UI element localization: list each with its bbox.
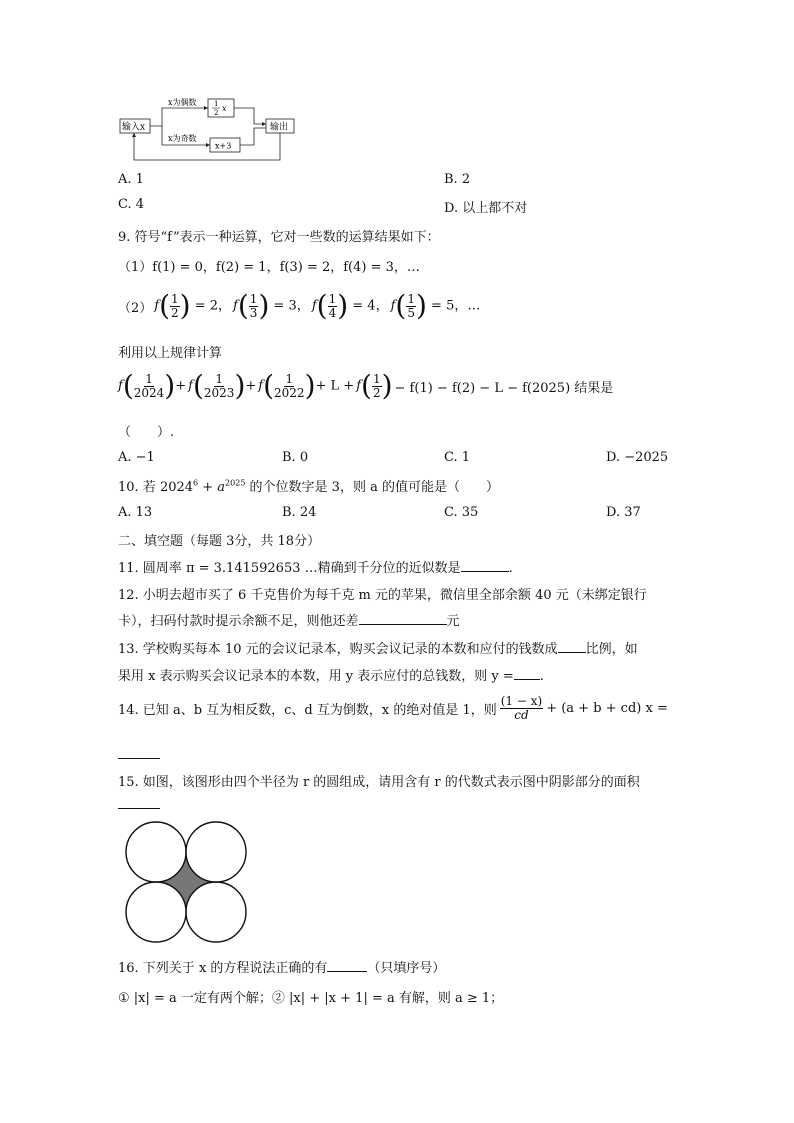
- q13-line2: 果用 x 表示购买会议记录本的本数，用 y 表示应付的总钱数，则 y = .: [118, 669, 544, 684]
- circle-bottom-left: [126, 882, 186, 942]
- flow-even-label: x为偶数: [168, 98, 197, 107]
- q8-option-b: B. 2: [444, 172, 471, 187]
- circle-bottom-right: [186, 882, 246, 942]
- flowchart-diagram: [118, 94, 308, 164]
- q9-expression: [118, 369, 614, 402]
- four-circles-figure: [124, 820, 248, 944]
- q9-line2: [118, 289, 481, 322]
- q8-option-d: D. 以上都不对: [444, 201, 528, 216]
- q9-option-c: C. 1: [444, 450, 471, 465]
- q9-line2-prefix: （2）: [118, 300, 153, 316]
- circle-top-right: [186, 822, 246, 882]
- q14-answer-blank: [118, 758, 160, 759]
- flow-even-den: 2: [214, 109, 219, 117]
- q11: 11. 圆周率 π = 3.141592653 …精确到千分位的近似数是 .: [118, 561, 513, 576]
- flow-even-num: 1: [214, 100, 219, 108]
- flow-odd-op: x+3: [215, 141, 232, 151]
- flowchart: [118, 94, 308, 164]
- q15-answer-blank: [118, 808, 160, 809]
- q9-term: f( $\frac{1}{2}$ ) = 2，: [154, 289, 232, 322]
- q9-paren: （ ）.: [118, 425, 175, 440]
- q9-expr-term: f( $\frac{1}{2023}$ )+: [188, 369, 257, 402]
- q16-line2: ① |x| = a 一定有两个解；② |x| + |x + 1| = a 有解，则 a ≥ 1；: [118, 991, 504, 1006]
- q10-option-b: B. 24: [282, 505, 317, 520]
- q9-term: f( $\frac{1}{3}$ ) = 3，: [233, 289, 310, 322]
- q9-stem: 9. 符号“f”表示一种运算，它对一些数的运算结果如下：: [118, 230, 440, 245]
- flow-output-text: 输出: [270, 122, 289, 133]
- q12-line1: 12. 小明去超市买了 6 千克售价为每千克 m 元的苹果，微信里全部余额 40 元（未绑定银行: [118, 588, 647, 603]
- q8-option-a: A. 1: [118, 172, 144, 187]
- four-circles-svg: [124, 820, 248, 944]
- q12-line2: 卡），扫码付款时提示余额不足，则他还差 元: [118, 614, 460, 629]
- shaded-region: [156, 852, 216, 912]
- q9-expr-tail: − f(1) − f(2) − L − f(2025) 结果是: [394, 380, 614, 396]
- q14: 14. 已知 a、b 互为相反数，c、d 互为倒数，x 的绝对值是 1，则 (1 − x) cd + (a + b + cd) x =: [118, 694, 668, 722]
- circle-top-left: [126, 822, 186, 882]
- q8-option-c: C. 4: [118, 197, 145, 212]
- q9-expr-term: f( $\frac{1}{2024}$ )+: [118, 369, 187, 402]
- q9-option-b: B. 0: [282, 450, 309, 465]
- q10-option-a: A. 13: [118, 505, 153, 520]
- flow-input-text: 输入x: [122, 122, 146, 133]
- q9-line1: （1）f(1) = 0，f(2) = 1，f(3) = 2，f(4) = 3，…: [118, 260, 420, 275]
- flow-even-var: x: [222, 104, 227, 113]
- q10-option-d: D. 37: [606, 505, 641, 520]
- q15: 15. 如图，该图形由四个半径为 r 的圆组成，请用含有 r 的代数式表示图中阴影部分的面积: [118, 775, 640, 790]
- section-heading: 二、填空题（每题 3分，共 18分）: [118, 534, 321, 549]
- q9-rule: 利用以上规律计算: [118, 346, 223, 361]
- q9-expr-term: f( $\frac{1}{2022}$ )+ L +: [258, 369, 355, 402]
- q9-term: f( $\frac{1}{4}$ ) = 4，: [311, 289, 389, 322]
- q9-term: f( $\frac{1}{5}$ ) = 5，…: [390, 289, 481, 322]
- flow-odd-label: x为奇数: [168, 134, 197, 143]
- q9-option-d: D. −2025: [606, 450, 669, 465]
- q13-line1: 13. 学校购买每本 10 元的会议记录本，购买会议记录的本数和应付的钱数成 比例，如: [118, 642, 638, 657]
- q9-expr-term: f( $\frac{1}{2}$ ): [356, 369, 393, 402]
- q9-option-a: A. −1: [118, 450, 155, 465]
- even-op-box: [208, 99, 234, 117]
- q10-stem: 10. 若 $2024^6 + a^{2025}$ 的个位数字是 3，则 a 的值可能是（ ）: [118, 478, 499, 495]
- q16-stem: 16. 下列关于 x 的方程说法正确的有 （只填序号）: [118, 961, 446, 976]
- q10-option-c: C. 35: [444, 505, 479, 520]
